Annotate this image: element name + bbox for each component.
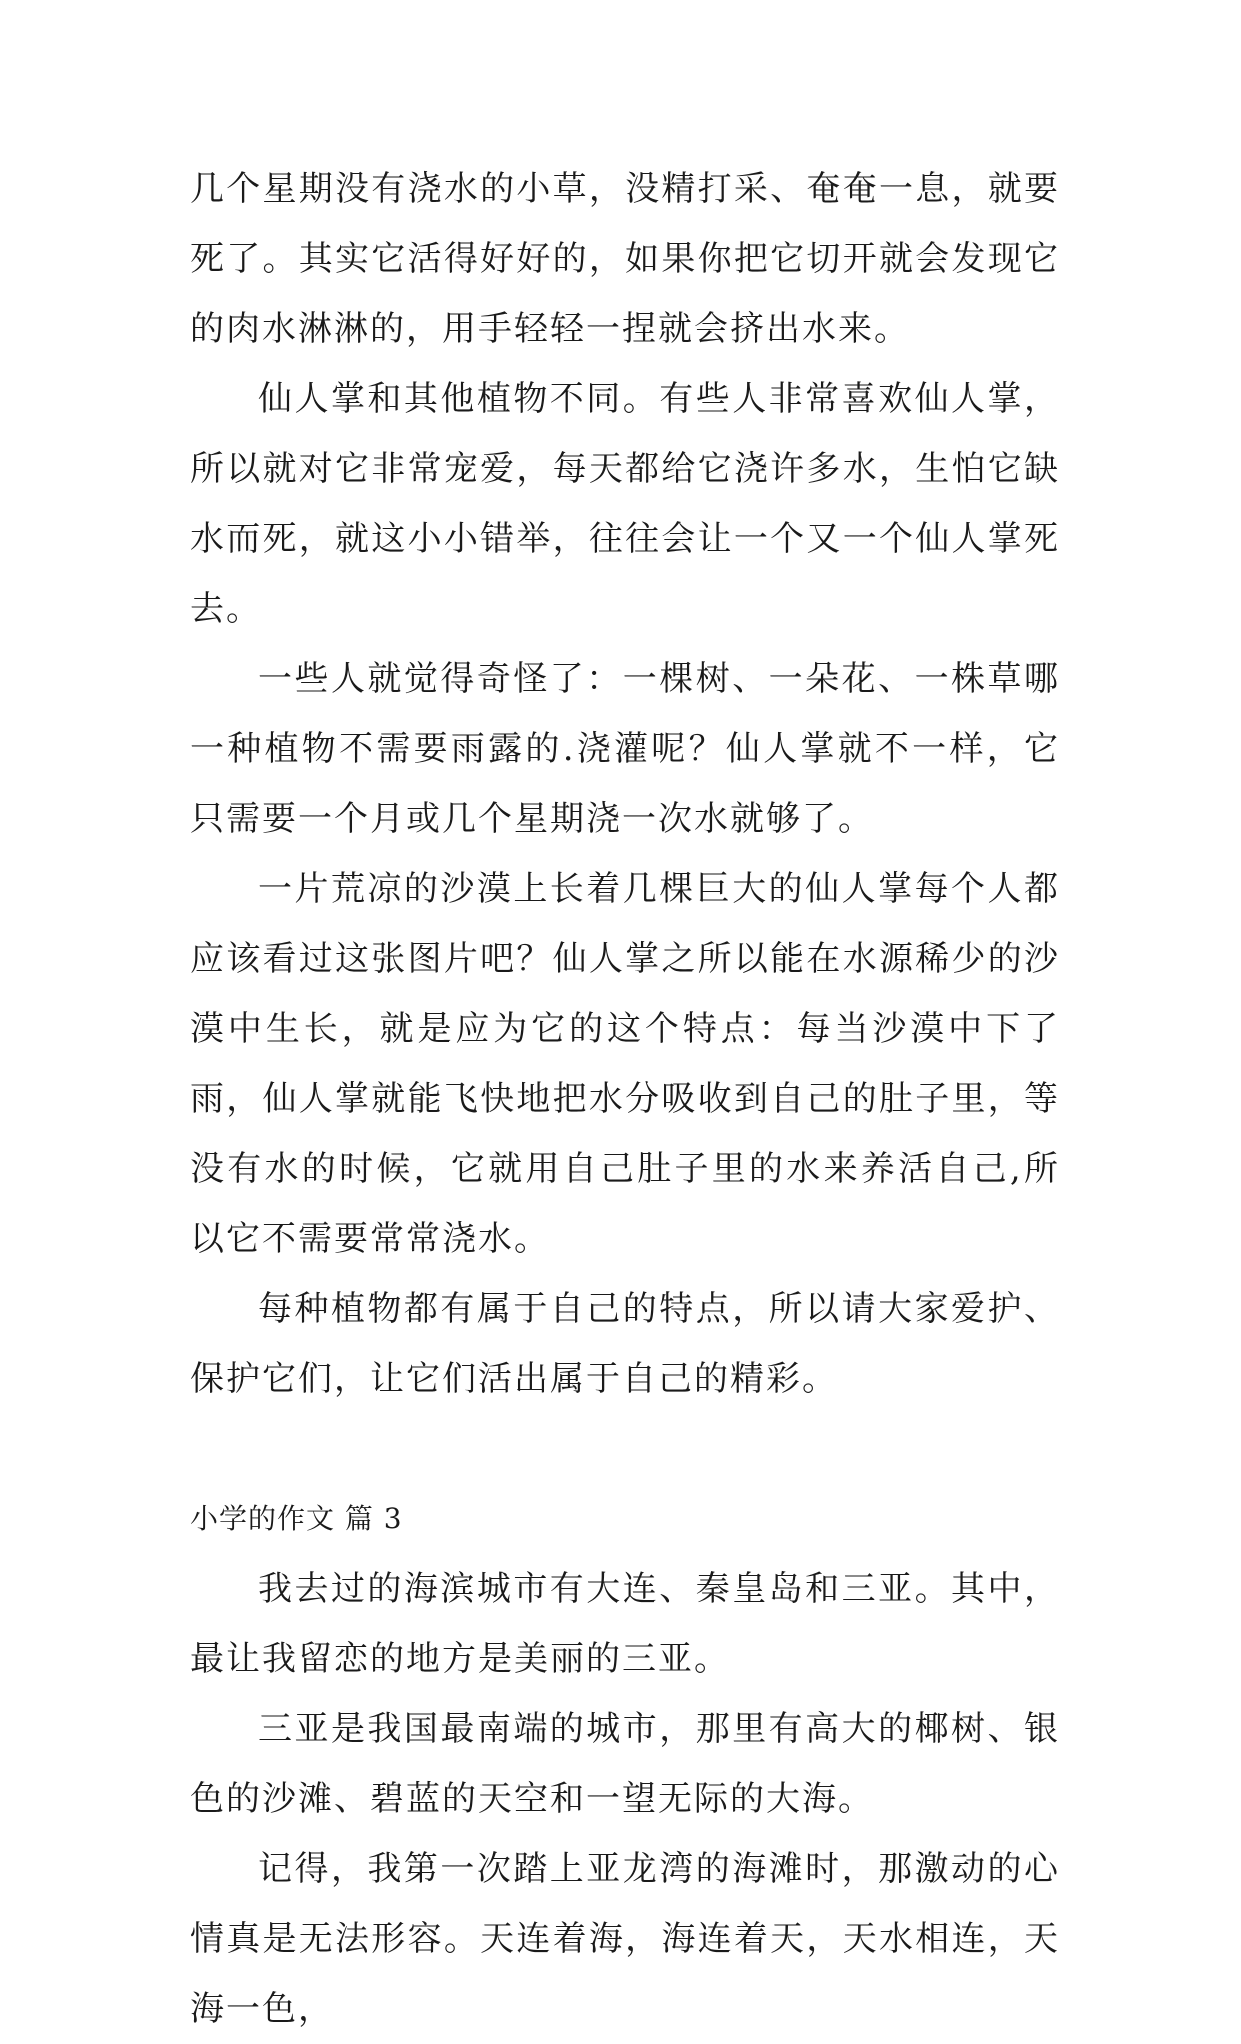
paragraph: 一些人就觉得奇怪了：一棵树、一朵花、一株草哪一种植物不需要雨露的.浇灌呢？仙人掌就不一样，它只需要一个月或几个星期浇一次水就够了。 <box>190 659 1060 839</box>
paragraph: 三亚是我国最南端的城市，那里有高大的椰树、银色的沙滩、碧蓝的天空和一望无际的大海。 <box>190 1709 1060 1819</box>
paragraph: 仙人掌和其他植物不同。有些人非常喜欢仙人掌，所以就对它非常宠爱，每天都给它浇许多水，生怕它缺水而死，就这小小错举，往往会让一个又一个仙人掌死去。 <box>190 379 1060 629</box>
section-heading: 小学的作文 篇 3 <box>190 1502 403 1535</box>
document-body <box>190 154 1060 2044</box>
paragraph: 记得，我第一次踏上亚龙湾的海滩时，那激动的心情真是无法形容。天连着海，海连着天，天水相连，天海一色， <box>190 1849 1060 2029</box>
paragraph: 每种植物都有属于自己的特点，所以请大家爱护、保护它们，让它们活出属于自己的精彩。 <box>190 1289 1060 1399</box>
paragraph: 一片荒凉的沙漠上长着几棵巨大的仙人掌每个人都应该看过这张图片吧？仙人掌之所以能在水源稀少的沙漠中生长，就是应为它的这个特点：每当沙漠中下了雨，仙人掌就能飞快地把水分吸收到自己的肚子里，等没有水的时候，它就用自己肚子里的水来养活自己,所以它不需要常常浇水。 <box>190 869 1060 1259</box>
paragraph: 几个星期没有浇水的小草，没精打采、奄奄一息，就要死了。其实它活得好好的，如果你把它切开就会发现它的肉水淋淋的，用手轻轻一捏就会挤出水来。 <box>190 169 1060 349</box>
paragraph: 我去过的海滨城市有大连、秦皇岛和三亚。其中，最让我留恋的地方是美丽的三亚。 <box>190 1569 1060 1679</box>
